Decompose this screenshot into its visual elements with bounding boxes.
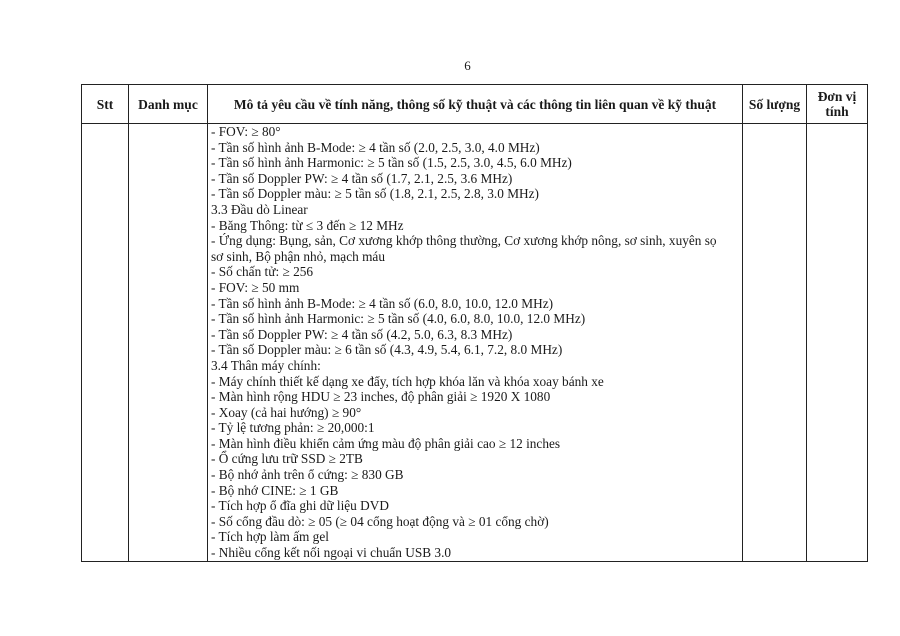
cell-so-luong — [743, 124, 807, 562]
description-line: - Tích hợp ổ đĩa ghi dữ liệu DVD — [211, 498, 389, 514]
description-line: - Màn hình rộng HDU ≥ 23 inches, độ phân giải ≥ 1920 X 1080 — [211, 389, 551, 405]
description-line: - Tần số Doppler màu: ≥ 6 tần số (4.3, 4.9, 5.4, 6.1, 7.2, 8.0 MHz) — [211, 342, 563, 358]
table-header-row — [82, 85, 868, 124]
description-line: - Tần số Doppler PW: ≥ 4 tần số (1.7, 2.1, 2.5, 3.6 MHz) — [211, 170, 513, 186]
description-line: - Máy chính thiết kế dạng xe đẩy, tích hợp khóa lăn và khóa xoay bánh xe — [211, 373, 604, 389]
description-line: - Tần số hình ảnh Harmonic: ≥ 5 tần số (4.0, 6.0, 8.0, 10.0, 12.0 MHz) — [211, 311, 586, 327]
header-mo-ta: Mô tả yêu cầu về tính năng, thông số kỹ thuật và các thông tin liên quan về kỹ thuật — [208, 85, 743, 124]
description-line: - Ứng dụng: Bụng, sản, Cơ xương khớp thông thường, Cơ xương khớp nông, sơ sinh, xuyên sọ — [211, 233, 717, 249]
description-line: - Tần số hình ảnh B-Mode: ≥ 4 tần số (2.0, 2.5, 3.0, 4.0 MHz) — [211, 139, 540, 155]
description-line: 3.3 Đầu dò Linear — [211, 201, 308, 217]
description-lines — [211, 124, 742, 561]
cell-description — [208, 124, 743, 562]
table-row — [82, 124, 868, 562]
cell-stt — [82, 124, 129, 562]
description-line: - Màn hình điều khiển cảm ứng màu độ phân giải cao ≥ 12 inches — [211, 435, 561, 451]
description-line: sơ sinh, Bộ phận nhỏ, mạch máu — [211, 248, 385, 264]
description-line: - Tần số Doppler PW: ≥ 4 tần số (4.2, 5.0, 6.3, 8.3 MHz) — [211, 326, 513, 342]
cell-don-vi-tinh — [807, 124, 868, 562]
page-number: 6 — [464, 58, 471, 73]
description-line: - Tần số hình ảnh B-Mode: ≥ 4 tần số (6.0, 8.0, 10.0, 12.0 MHz) — [211, 295, 554, 311]
cell-danh-muc — [129, 124, 208, 562]
header-danh-muc: Danh mục — [129, 85, 208, 124]
description-line: - Tần số Doppler màu: ≥ 5 tần số (1.8, 2.1, 2.5, 2.8, 3.0 MHz) — [211, 186, 539, 202]
description-line: - Băng Thông: từ ≤ 3 đến ≥ 12 MHz — [211, 217, 404, 233]
description-line: 3.4 Thân máy chính: — [211, 357, 321, 373]
description-line: - Nhiều cổng kết nối ngoại vi chuẩn USB 3.0 — [211, 545, 452, 561]
description-line: - Tích hợp làm ấm gel — [211, 529, 329, 545]
description-line: - Ổ cứng lưu trữ SSD ≥ 2TB — [211, 451, 363, 467]
specification-table — [81, 84, 868, 562]
description-line: - Số chấn tử: ≥ 256 — [211, 264, 314, 280]
description-line: - Xoay (cả hai hướng) ≥ 90° — [211, 404, 362, 420]
description-line: - Bộ nhớ CINE: ≥ 1 GB — [211, 482, 339, 498]
description-line: - Số cổng đầu dò: ≥ 05 (≥ 04 cổng hoạt động và ≥ 01 cổng chờ) — [211, 513, 549, 529]
header-stt: Stt — [82, 85, 129, 124]
header-so-luong: Số lượng — [743, 85, 807, 124]
description-line: - FOV: ≥ 50 mm — [211, 279, 300, 295]
description-line: - Tần số hình ảnh Harmonic: ≥ 5 tần số (1.5, 2.5, 3.0, 4.5, 6.0 MHz) — [211, 155, 572, 171]
description-line: - FOV: ≥ 80° — [211, 124, 281, 139]
description-line: - Tỷ lệ tương phản: ≥ 20,000:1 — [211, 420, 375, 436]
description-line: - Bộ nhớ ảnh trên ổ cứng: ≥ 830 GB — [211, 467, 404, 483]
header-don-vi-tinh: Đơn vị tính — [807, 85, 868, 124]
